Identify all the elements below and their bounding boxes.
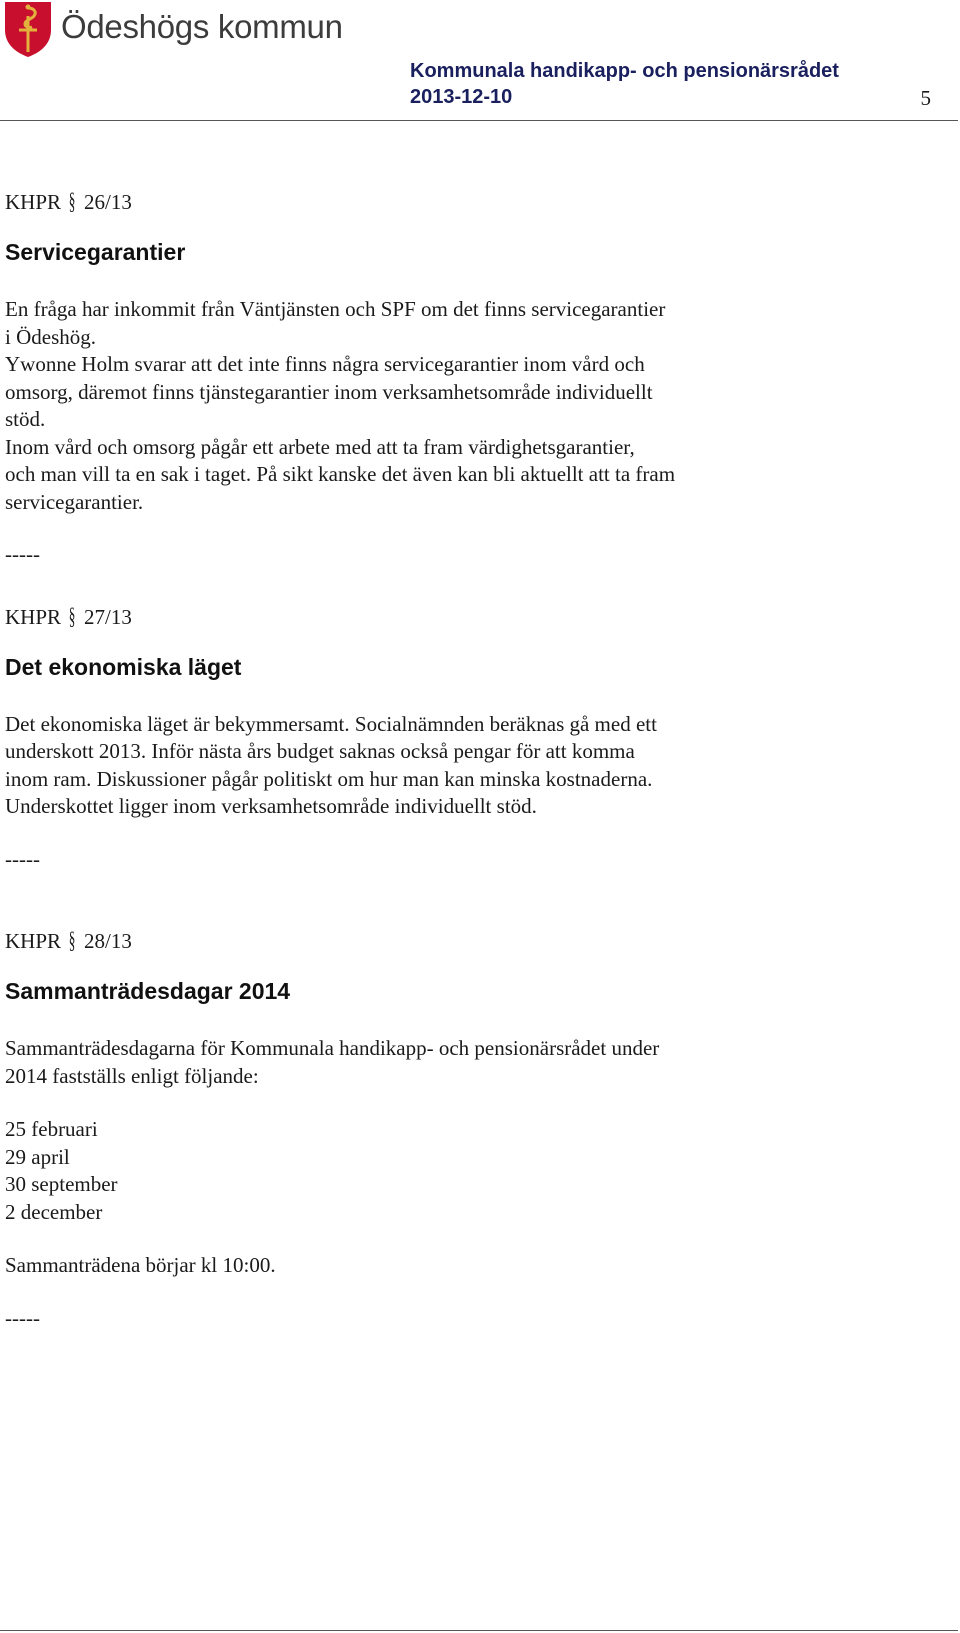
meeting-date: 29 april — [5, 1144, 70, 1169]
meeting-date: 30 september — [5, 1172, 118, 1196]
section-id — [5, 603, 905, 631]
text-line: stöd. — [5, 407, 46, 431]
page-header — [0, 0, 960, 124]
text-line: En fråga har inkommit från Väntjänsten och SPF om det finns servicegarantier — [5, 297, 666, 321]
closing-line: Sammanträdena börjar kl 10:00. — [5, 1253, 276, 1277]
text-line: 2014 fastställs enligt följande: — [5, 1063, 259, 1088]
coat-of-arms-icon — [3, 0, 53, 58]
text-line: underskott 2013. Inför nästa års budget saknas också pengar för att komma — [5, 739, 635, 763]
section-khpr-28 — [5, 927, 905, 1332]
section-sign-icon: § — [68, 928, 76, 954]
municipality-logo — [3, 0, 343, 58]
section-id — [5, 927, 905, 955]
meeting-date: 2 december — [5, 1199, 103, 1224]
section-separator: ----- — [5, 1305, 40, 1330]
text-line: Sammanträdesdagarna för Kommunala handikapp- och pensionärsrådet under — [5, 1036, 660, 1060]
section-id-number: 27/13 — [84, 604, 132, 629]
header-date: 2013-12-10 — [410, 86, 513, 108]
section-text — [5, 1035, 905, 1280]
section-text — [5, 296, 905, 516]
section-title: Sammanträdesdagar 2014 — [5, 978, 291, 1004]
page-number: 5 — [920, 86, 931, 110]
section-separator: ----- — [5, 846, 40, 871]
section-khpr-26 — [5, 188, 905, 569]
text-line: omsorg, däremot finns tjänstegarantier inom verksamhetsområde individuellt — [5, 379, 653, 404]
section-separator: ----- — [5, 542, 40, 566]
section-sign-icon: § — [68, 603, 76, 630]
text-line: Underskottet ligger inom verksamhetsområde individuellt stöd. — [5, 794, 537, 818]
text-line: Inom vård och omsorg pågår ett arbete med att ta fram värdighetsgarantier, — [5, 434, 635, 459]
section-khpr-27 — [5, 603, 905, 874]
section-id-prefix: KHPR — [5, 190, 62, 214]
text-line: och man vill ta en sak i taget. På sikt kanske det även kan bli aktuellt att ta fram — [5, 462, 676, 486]
header-rule — [0, 120, 958, 121]
logo-text: Ödeshögs kommun — [61, 8, 343, 45]
text-line: inom ram. Diskussioner pågår politiskt om hur man kan minska kostnaderna. — [5, 766, 653, 791]
section-title: Servicegarantier — [5, 239, 186, 265]
section-title: Det ekonomiska läget — [5, 653, 242, 680]
section-id-prefix: KHPR — [5, 604, 62, 629]
section-id-prefix: KHPR — [5, 929, 62, 953]
text-line: i Ödeshög. — [5, 324, 96, 349]
text-line: servicegarantier. — [5, 489, 144, 514]
text-line: Det ekonomiska läget är bekymmersamt. Socialnämnden beräknas gå med ett — [5, 711, 657, 736]
section-text — [5, 711, 905, 821]
text-line: Ywonne Holm svarar att det inte finns några servicegarantier inom vård och — [5, 352, 645, 376]
section-id-number: 26/13 — [84, 190, 132, 214]
document-body — [5, 188, 905, 1332]
footer-rule — [0, 1630, 958, 1631]
section-sign-icon: § — [68, 189, 76, 215]
header-title: Kommunala handikapp- och pensionärsrådet — [410, 60, 839, 82]
section-id-number: 28/13 — [84, 929, 132, 953]
section-id — [5, 188, 905, 216]
meeting-date: 25 februari — [5, 1117, 98, 1141]
